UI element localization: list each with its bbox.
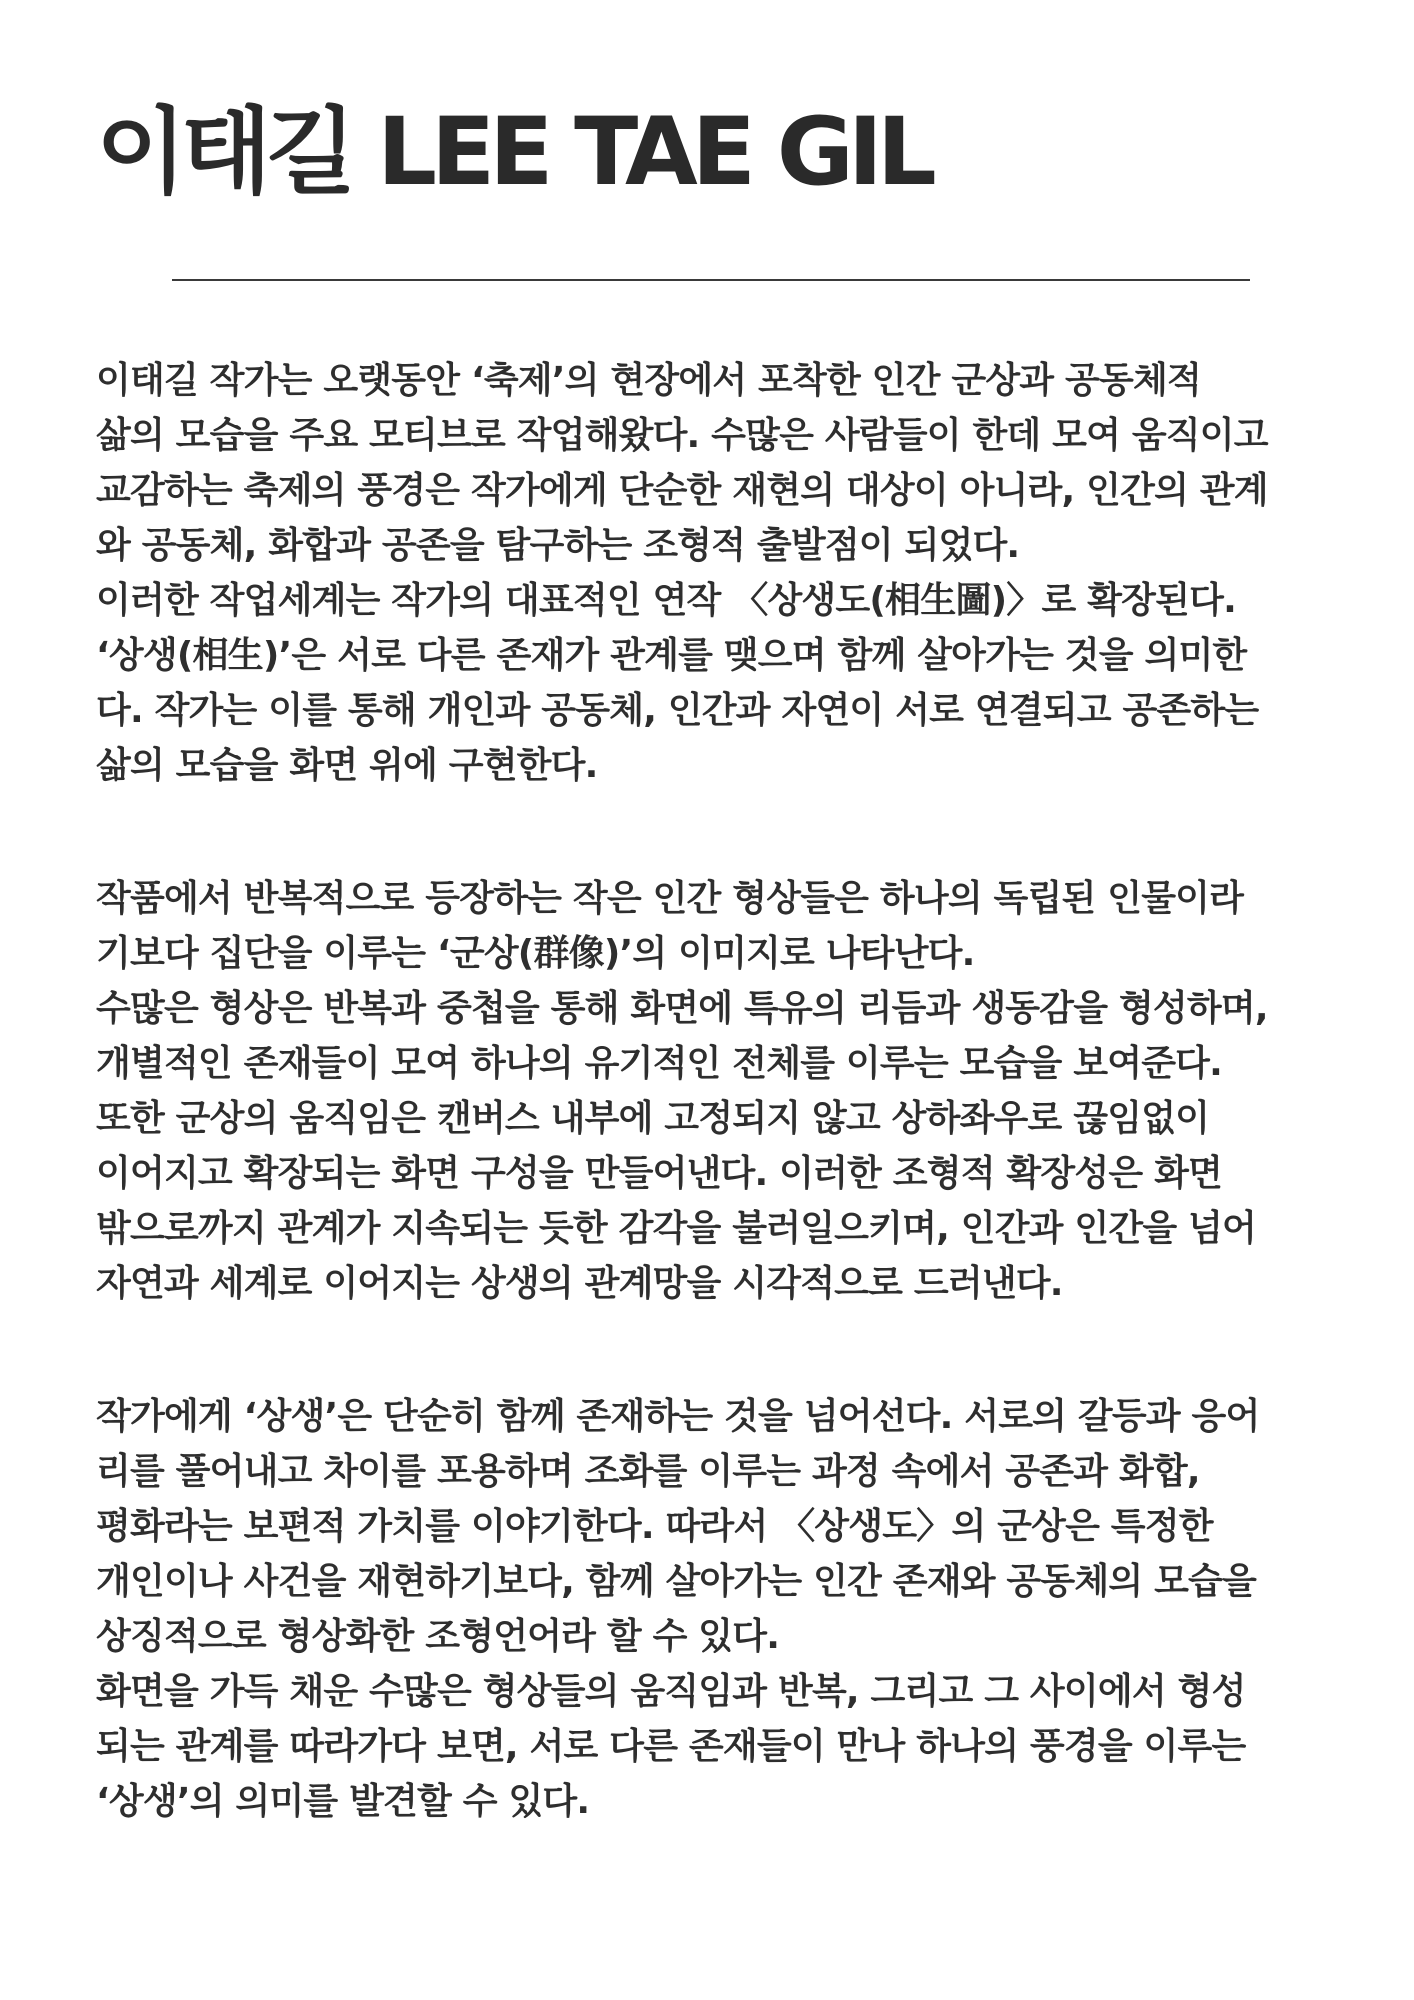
paragraph-3 [96, 1389, 1336, 1829]
paragraph-line: 기보다 집단을 이루는 ‘군상(群像)’의 이미지로 나타난다. [96, 933, 975, 974]
paragraph-line: 화면을 가득 채운 수많은 형상들의 움직임과 반복, 그리고 그 사이에서 형성 [96, 1671, 1246, 1712]
paragraph-line: 삶의 모습을 주요 모티브로 작업해왔다. 수많은 사람들이 한데 모여 움직이고 [96, 415, 1268, 456]
paragraph-line: 수많은 형상은 반복과 중첩을 통해 화면에 특유의 리듬과 생동감을 형성하며, [96, 988, 1268, 1029]
paragraph-line: 또한 군상의 움직임은 캔버스 내부에 고정되지 않고 상하좌우로 끊임없이 [96, 1098, 1210, 1139]
paragraph-line: 개별적인 존재들이 모여 하나의 유기적인 전체를 이루는 모습을 보여준다. [96, 1043, 1223, 1084]
paragraph-line: 밖으로까지 관계가 지속되는 듯한 감각을 불러일으키며, 인간과 인간을 넘어 [96, 1208, 1256, 1249]
paragraph-1 [96, 353, 1336, 793]
paragraph-line: 상징적으로 형상화한 조형언어라 할 수 있다. [96, 1616, 780, 1657]
paragraph-line: 이러한 작업세계는 작가의 대표적인 연작 〈상생도(相生圖)〉로 확장된다. [96, 580, 1236, 621]
title-divider [172, 279, 1250, 281]
paragraph-line: 작가에게 ‘상생’은 단순히 함께 존재하는 것을 넘어선다. 서로의 갈등과 응어 [96, 1396, 1260, 1437]
paragraph-line: 자연과 세계로 이어지는 상생의 관계망을 시각적으로 드러낸다. [96, 1263, 1063, 1304]
paragraph-line: ‘상생(相生)’은 서로 다른 존재가 관계를 맺으며 함께 살아가는 것을 의미한 [96, 635, 1247, 676]
paragraph-line: 삶의 모습을 화면 위에 구현한다. [96, 745, 598, 786]
paragraph-line: 교감하는 축제의 풍경은 작가에게 단순한 재현의 대상이 아니라, 인간의 관계 [96, 470, 1268, 511]
paragraph-line: 이태길 작가는 오랫동안 ‘축제’의 현장에서 포착한 인간 군상과 공동체적 [96, 360, 1201, 401]
paragraph-line: 되는 관계를 따라가다 보면, 서로 다른 존재들이 만나 하나의 풍경을 이루는 [96, 1726, 1246, 1767]
paragraph-line: 와 공동체, 화합과 공존을 탐구하는 조형적 출발점이 되었다. [96, 525, 1020, 566]
paragraph-2 [96, 871, 1336, 1311]
paragraph-line: 리를 풀어내고 차이를 포용하며 조화를 이루는 과정 속에서 공존과 화합, [96, 1451, 1200, 1492]
paragraph-line: 평화라는 보편적 가치를 이야기한다. 따라서 〈상생도〉의 군상은 특정한 [96, 1506, 1213, 1547]
page-title: 이태길 LEE TAE GIL [96, 98, 931, 207]
paragraph-line: 이어지고 확장되는 화면 구성을 만들어낸다. 이러한 조형적 확장성은 화면 [96, 1153, 1223, 1194]
paragraph-line: 개인이나 사건을 재현하기보다, 함께 살아가는 인간 존재와 공동체의 모습을 [96, 1561, 1256, 1602]
paragraph-line: 작품에서 반복적으로 등장하는 작은 인간 형상들은 하나의 독립된 인물이라 [96, 878, 1244, 919]
paragraph-line: 다. 작가는 이를 통해 개인과 공동체, 인간과 자연이 서로 연결되고 공존하는 [96, 690, 1259, 731]
paragraph-line: ‘상생’의 의미를 발견할 수 있다. [96, 1781, 590, 1822]
